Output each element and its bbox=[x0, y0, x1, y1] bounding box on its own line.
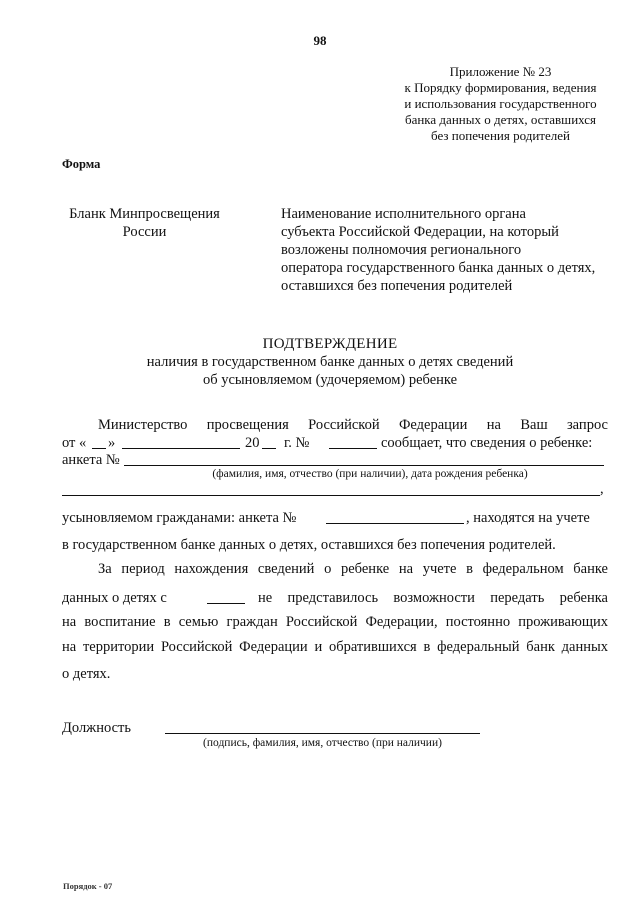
page-number: 98 bbox=[313, 33, 327, 48]
reports-text: сообщает, что сведения о ребенке: bbox=[381, 435, 593, 451]
organ-line: оператора государственного банка данных о детях, bbox=[281, 260, 596, 276]
month-field[interactable] bbox=[122, 448, 240, 449]
organ-line: субъекта Российской Федерации, на который bbox=[281, 224, 559, 240]
adopter-anketa-field[interactable] bbox=[326, 523, 464, 524]
position-label: Должность bbox=[62, 720, 131, 736]
body-line: на воспитание в семью граждан Российской Федерации, постоянно проживающих bbox=[62, 614, 608, 630]
organ-line: возложены полномочия регионального bbox=[281, 242, 522, 258]
appendix-line: банка данных о детях, оставшихся bbox=[404, 112, 597, 127]
document-title bbox=[60, 335, 600, 389]
anketa-label: анкета № bbox=[62, 452, 120, 468]
adopt-tail: , находятся на учете bbox=[466, 510, 590, 526]
adopt-label: усыновляемом гражданами: анкета № bbox=[62, 510, 297, 526]
signature-caption: (подпись, фамилия, имя, отчество (при наличии) bbox=[203, 737, 442, 749]
year-label: 20 bbox=[245, 435, 260, 451]
footer-code: Порядок - 07 bbox=[63, 881, 113, 891]
letterhead bbox=[62, 205, 227, 241]
organ-line: оставшихся без попечения родителей bbox=[281, 278, 513, 294]
letterhead-line: Бланк Минпросвещения bbox=[69, 206, 220, 222]
appendix-line: к Порядку формирования, ведения bbox=[404, 80, 597, 95]
body-line: на территории Российской Федерации и обратившихся в федеральный банк данных bbox=[62, 639, 608, 655]
signature-field[interactable] bbox=[165, 733, 480, 734]
appendix-line: Приложение № 23 bbox=[449, 64, 552, 79]
year-field[interactable] bbox=[262, 448, 276, 449]
body-line: в государственном банке данных о детях, оставшихся без попечения родителей. bbox=[62, 537, 556, 553]
body-line: не представилось возможности передать ребенка bbox=[258, 590, 608, 606]
comma: , bbox=[600, 481, 604, 497]
organ-line: Наименование исполнительного органа bbox=[281, 206, 526, 222]
appendix-block bbox=[398, 64, 603, 144]
letterhead-line: России bbox=[122, 224, 167, 240]
anketa-caption: (фамилия, имя, отчество (при наличии), дата рождения ребенка) bbox=[212, 468, 528, 480]
number-label: г. № bbox=[284, 435, 310, 451]
child-details-field[interactable] bbox=[62, 495, 600, 496]
since-label: данных о детях с bbox=[62, 590, 167, 606]
since-date-field[interactable] bbox=[207, 603, 245, 604]
day-field[interactable] bbox=[92, 448, 106, 449]
request-from-label: от « bbox=[62, 435, 87, 451]
appendix-line: и использования государственного bbox=[404, 96, 597, 111]
title-line: об усыновляемом (удочеряемом) ребенке bbox=[202, 372, 458, 388]
body-line: о детях. bbox=[62, 666, 111, 682]
appendix-line: без попечения родителей bbox=[431, 128, 570, 143]
anketa-field[interactable] bbox=[124, 465, 604, 466]
recipient-organ bbox=[281, 205, 611, 295]
quote-close: » bbox=[108, 435, 116, 451]
title-main: ПОДТВЕРЖДЕНИЕ bbox=[262, 336, 398, 352]
form-label: Форма bbox=[62, 157, 101, 171]
title-line: наличия в государственном банке данных о детях сведений bbox=[146, 354, 514, 370]
request-number-field[interactable] bbox=[329, 448, 377, 449]
body-line: За период нахождения сведений о ребенке на учете в федеральном банке bbox=[98, 561, 608, 577]
body-line: Министерство просвещения Российской Федерации на Ваш запрос bbox=[98, 417, 608, 433]
